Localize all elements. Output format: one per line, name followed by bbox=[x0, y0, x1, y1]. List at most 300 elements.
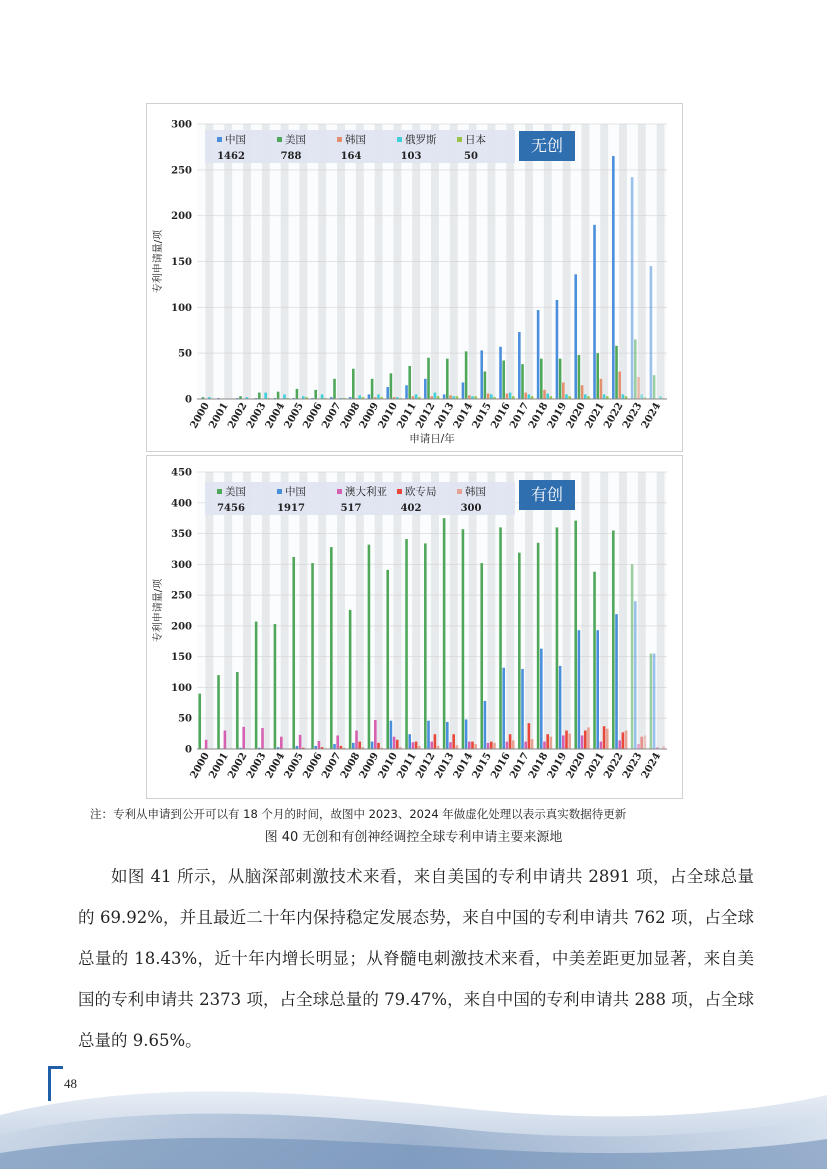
legend-swatch bbox=[397, 489, 402, 494]
legend-label: 美国 bbox=[225, 486, 246, 498]
bar-俄罗斯-2015 bbox=[490, 394, 493, 399]
bar-中国-2014 bbox=[465, 719, 468, 749]
year-background-band bbox=[657, 124, 665, 399]
bar-俄罗斯-2017 bbox=[528, 394, 531, 399]
x-tick-label: 2019 bbox=[545, 751, 570, 781]
bar-澳大利亚-2004 bbox=[280, 737, 283, 749]
y-tick-label: 200 bbox=[171, 211, 192, 223]
bar-美国-2024 bbox=[653, 375, 656, 399]
bar-中国-2007 bbox=[333, 744, 336, 749]
bar-欧专局-2008 bbox=[358, 742, 361, 749]
chart-noninvasive-svg bbox=[147, 104, 682, 451]
body-paragraph: 如图 41 所示，从脑深部刺激技术来看，来自美国的专利申请共 2891 项，占全球总量的 69.92%，并且最近二十年内保持稳定发展态势，来自中国的专利申请共 762 项，占全球总量的 18.43%，近十年内增长明显；从脊髓电刺激技术来看，中美差距更加显著，来自美国的专利申请共 2373 项，占全球总量的 79.47%，来自中国的专利申请共 288 项，占全球总量的 9.65%。 bbox=[78, 867, 754, 1050]
bar-中国-2013 bbox=[443, 394, 446, 399]
x-tick-label: 2014 bbox=[451, 751, 476, 781]
bar-中国-2009 bbox=[371, 742, 374, 749]
bar-澳大利亚-2017 bbox=[524, 742, 527, 749]
bar-美国-2014 bbox=[465, 351, 468, 399]
bar-中国-2023 bbox=[634, 601, 637, 749]
bar-澳大利亚-2003 bbox=[261, 728, 264, 749]
bar-中国-2011 bbox=[408, 734, 411, 749]
year-background-band bbox=[563, 124, 571, 399]
y-tick-label: 200 bbox=[171, 621, 192, 633]
chart-invasive-svg bbox=[147, 456, 682, 798]
legend-total: 300 bbox=[460, 503, 482, 514]
bar-美国-2015 bbox=[484, 372, 487, 400]
bar-俄罗斯-2012 bbox=[434, 393, 437, 399]
year-background-band bbox=[600, 124, 608, 399]
x-tick-label: 2000 bbox=[188, 401, 212, 431]
bar-中国-2018 bbox=[537, 310, 540, 399]
bar-中国-2016 bbox=[502, 668, 505, 749]
legend-swatch bbox=[337, 137, 342, 142]
x-tick-label: 2008 bbox=[338, 751, 363, 781]
year-background-band bbox=[281, 124, 289, 399]
x-tick-label: 2024 bbox=[639, 751, 664, 781]
year-background-band bbox=[581, 472, 589, 749]
bar-欧专局-2010 bbox=[396, 740, 399, 749]
x-tick-label: 2022 bbox=[602, 401, 626, 431]
x-tick-label: 2009 bbox=[357, 401, 382, 431]
x-tick-label: 2011 bbox=[395, 751, 419, 781]
y-tick-label: 50 bbox=[178, 348, 192, 360]
x-tick-label: 2014 bbox=[451, 401, 476, 431]
x-tick-label: 2003 bbox=[244, 751, 269, 781]
year-background-band bbox=[619, 124, 627, 399]
bar-欧专局-2022 bbox=[622, 732, 625, 749]
y-tick-label: 350 bbox=[171, 529, 192, 541]
legend-swatch bbox=[337, 489, 342, 494]
bar-美国-2007 bbox=[330, 547, 333, 749]
bar-中国-2009 bbox=[368, 394, 371, 399]
x-tick-label: 2008 bbox=[338, 401, 363, 431]
bar-美国-2011 bbox=[405, 539, 408, 749]
x-tick-label: 2018 bbox=[526, 751, 551, 781]
legend-total: 517 bbox=[340, 503, 362, 514]
bar-澳大利亚-2022 bbox=[618, 740, 621, 749]
legend-total: 1917 bbox=[277, 503, 305, 514]
legend-total: 7456 bbox=[217, 503, 245, 514]
year-background-band bbox=[299, 124, 307, 399]
legend-label: 日本 bbox=[465, 134, 486, 146]
bar-澳大利亚-2008 bbox=[355, 731, 358, 749]
bar-俄罗斯-2004 bbox=[283, 394, 286, 399]
x-tick-label: 2016 bbox=[489, 751, 513, 781]
bar-中国-2012 bbox=[427, 721, 430, 749]
y-axis-label: 专利申请量/项 bbox=[153, 229, 164, 294]
bar-中国-2022 bbox=[612, 156, 615, 399]
bar-美国-2022 bbox=[615, 346, 618, 399]
bar-韩国-2019 bbox=[568, 734, 571, 749]
chart-badge-label: 有创 bbox=[530, 485, 564, 504]
bar-美国-2004 bbox=[274, 624, 277, 749]
bar-美国-2020 bbox=[578, 355, 581, 399]
bar-澳大利亚-2011 bbox=[412, 742, 415, 749]
bar-中国-2010 bbox=[386, 387, 389, 399]
bar-韩国-2020 bbox=[587, 727, 590, 749]
legend-total: 103 bbox=[400, 151, 422, 162]
bar-中国-2020 bbox=[574, 274, 577, 399]
bar-美国-2017 bbox=[521, 364, 524, 399]
legend-total: 50 bbox=[464, 151, 478, 162]
bar-中国-2020 bbox=[578, 630, 581, 749]
x-tick-label: 2007 bbox=[320, 401, 344, 431]
year-background-band bbox=[544, 472, 552, 749]
x-tick-label: 2005 bbox=[282, 751, 306, 781]
chart-invasive bbox=[146, 455, 683, 799]
year-background-band bbox=[506, 124, 514, 399]
bar-欧专局-2019 bbox=[565, 731, 568, 749]
bar-中国-2015 bbox=[480, 350, 483, 399]
bar-美国-2013 bbox=[443, 518, 446, 749]
bar-欧专局-2013 bbox=[452, 734, 455, 749]
bar-美国-2004 bbox=[277, 392, 280, 399]
legend-total: 1462 bbox=[217, 151, 245, 162]
bar-美国-2013 bbox=[446, 359, 449, 399]
bar-中国-2015 bbox=[484, 701, 487, 749]
legend-label: 俄罗斯 bbox=[405, 134, 437, 146]
bar-美国-2018 bbox=[540, 359, 543, 399]
bar-澳大利亚-2019 bbox=[562, 735, 565, 749]
y-tick-label: 0 bbox=[185, 394, 192, 406]
bar-欧专局-2023 bbox=[640, 737, 643, 749]
legend-swatch bbox=[217, 137, 222, 142]
bar-韩国-2021 bbox=[600, 379, 603, 399]
x-tick-label: 2006 bbox=[301, 401, 325, 431]
bar-俄罗斯-2022 bbox=[622, 394, 625, 399]
x-tick-label: 2007 bbox=[320, 751, 344, 781]
bar-美国-2007 bbox=[333, 379, 336, 399]
bar-韩国-2016 bbox=[512, 740, 515, 749]
bar-韩国-2020 bbox=[581, 385, 584, 399]
bar-美国-2001 bbox=[217, 675, 220, 749]
bar-美国-2019 bbox=[559, 359, 562, 399]
x-tick-label: 2016 bbox=[489, 401, 513, 431]
bar-韩国-2021 bbox=[606, 729, 609, 749]
legend-label: 美国 bbox=[285, 134, 306, 146]
figure-note: 注：专利从申请到公开可以有 18 个月的时间，故图中 2023、2024 年做虚化处理以表示真实数据待更新 bbox=[90, 807, 627, 821]
bar-韩国-2015 bbox=[493, 743, 496, 749]
bar-俄罗斯-2021 bbox=[603, 394, 606, 399]
x-tick-label: 2012 bbox=[414, 401, 438, 431]
legend-swatch bbox=[457, 489, 462, 494]
year-background-band bbox=[262, 124, 270, 399]
bar-澳大利亚-2016 bbox=[506, 742, 509, 749]
legend-label: 欧专局 bbox=[405, 486, 437, 498]
x-tick-label: 2000 bbox=[188, 751, 212, 781]
year-background-band bbox=[487, 124, 495, 399]
bar-澳大利亚-2018 bbox=[543, 742, 546, 749]
x-tick-label: 2019 bbox=[545, 401, 570, 431]
legend-label: 澳大利亚 bbox=[345, 486, 387, 498]
bar-欧专局-2016 bbox=[509, 734, 512, 749]
bar-中国-2012 bbox=[424, 379, 427, 399]
bar-美国-2002 bbox=[236, 672, 239, 749]
bar-美国-2018 bbox=[537, 543, 540, 749]
bar-中国-2013 bbox=[446, 722, 449, 749]
bar-中国-2014 bbox=[462, 383, 465, 400]
year-background-band bbox=[356, 124, 364, 399]
bar-中国-2016 bbox=[499, 347, 502, 399]
bar-美国-2020 bbox=[574, 521, 577, 749]
bar-美国-2005 bbox=[296, 389, 299, 399]
bar-美国-2008 bbox=[352, 369, 355, 399]
x-tick-label: 2015 bbox=[470, 751, 494, 781]
bar-欧专局-2018 bbox=[546, 734, 549, 749]
x-tick-label: 2001 bbox=[207, 401, 231, 431]
page-corner-mark bbox=[48, 1066, 63, 1101]
x-tick-label: 2012 bbox=[414, 751, 438, 781]
legend-total: 402 bbox=[400, 503, 422, 514]
bar-韩国-2023 bbox=[644, 735, 647, 749]
bar-俄罗斯-2020 bbox=[584, 394, 587, 399]
x-tick-label: 2013 bbox=[432, 401, 457, 431]
bar-欧专局-2011 bbox=[415, 742, 418, 749]
bar-中国-2024 bbox=[653, 654, 656, 749]
chart-noninvasive bbox=[146, 103, 683, 452]
year-background-band bbox=[243, 124, 251, 399]
bar-俄罗斯-2008 bbox=[358, 395, 361, 399]
year-background-band bbox=[375, 124, 383, 399]
bar-美国-2009 bbox=[368, 545, 371, 749]
x-tick-label: 2021 bbox=[583, 751, 607, 781]
legend-label: 韩国 bbox=[345, 134, 366, 146]
bar-中国-2008 bbox=[352, 743, 355, 749]
year-background-band bbox=[469, 124, 477, 399]
bar-澳大利亚-2010 bbox=[393, 737, 396, 749]
page-number: 48 bbox=[64, 1076, 77, 1091]
bar-澳大利亚-2020 bbox=[581, 735, 584, 749]
bar-美国-2017 bbox=[518, 553, 521, 749]
bar-韩国-2018 bbox=[550, 737, 553, 749]
bar-澳大利亚-2023 bbox=[637, 744, 640, 749]
x-tick-label: 2009 bbox=[357, 751, 382, 781]
y-tick-label: 300 bbox=[171, 119, 192, 131]
bar-澳大利亚-2006 bbox=[318, 741, 321, 749]
bar-韩国-2014 bbox=[474, 744, 477, 749]
bar-韩国-2013 bbox=[456, 745, 459, 749]
bar-俄罗斯-2023 bbox=[640, 394, 643, 399]
year-background-band bbox=[337, 124, 345, 399]
bar-中国-2024 bbox=[650, 266, 653, 399]
bar-美国-2012 bbox=[424, 543, 427, 749]
year-background-band bbox=[450, 124, 458, 399]
bar-澳大利亚-2014 bbox=[468, 742, 471, 749]
bar-美国-2012 bbox=[427, 358, 430, 399]
y-tick-label: 0 bbox=[185, 744, 192, 756]
bar-中国-2017 bbox=[521, 669, 524, 749]
bar-韩国-2022 bbox=[618, 372, 621, 400]
bar-韩国-2015 bbox=[487, 394, 490, 400]
bar-澳大利亚-2007 bbox=[336, 735, 339, 749]
bar-韩国-2016 bbox=[506, 394, 509, 400]
bar-澳大利亚-2021 bbox=[600, 742, 603, 749]
bar-中国-2019 bbox=[556, 300, 559, 399]
bar-美国-2003 bbox=[258, 393, 261, 399]
bar-美国-2008 bbox=[349, 610, 352, 749]
bar-欧专局-2021 bbox=[603, 726, 606, 749]
year-background-band bbox=[619, 472, 627, 749]
bar-美国-2005 bbox=[292, 557, 295, 749]
body-text bbox=[78, 856, 754, 1061]
y-tick-label: 150 bbox=[171, 652, 192, 664]
bar-美国-2000 bbox=[198, 694, 201, 749]
bar-澳大利亚-2005 bbox=[299, 735, 302, 749]
legend-swatch bbox=[397, 137, 402, 142]
footer-wave-decoration bbox=[0, 1055, 827, 1169]
year-background-band bbox=[657, 472, 665, 749]
bar-美国-2019 bbox=[556, 527, 559, 749]
bar-中国-2023 bbox=[631, 177, 634, 399]
year-background-band bbox=[544, 124, 552, 399]
bar-澳大利亚-2013 bbox=[449, 742, 452, 749]
x-tick-label: 2017 bbox=[508, 751, 532, 781]
bar-韩国-2013 bbox=[449, 395, 452, 399]
y-tick-label: 50 bbox=[178, 713, 192, 725]
bar-中国-2018 bbox=[540, 649, 543, 749]
bar-美国-2010 bbox=[386, 570, 389, 749]
legend-total: 788 bbox=[280, 151, 302, 162]
bar-欧专局-2009 bbox=[377, 743, 380, 749]
y-tick-label: 100 bbox=[171, 682, 192, 694]
bar-欧专局-2012 bbox=[434, 734, 437, 749]
year-background-band bbox=[638, 124, 646, 399]
x-axis-label: 申请日/年 bbox=[409, 433, 455, 445]
x-tick-label: 2018 bbox=[526, 401, 551, 431]
legend-label: 中国 bbox=[225, 134, 246, 146]
bar-美国-2024 bbox=[650, 654, 653, 749]
bar-美国-2014 bbox=[462, 529, 465, 749]
bar-韩国-2022 bbox=[625, 731, 628, 749]
x-tick-label: 2015 bbox=[470, 401, 494, 431]
bar-韩国-2018 bbox=[543, 390, 546, 399]
year-background-band bbox=[318, 124, 326, 399]
x-tick-label: 2006 bbox=[301, 751, 325, 781]
x-tick-label: 2010 bbox=[376, 401, 400, 431]
bar-美国-2022 bbox=[612, 530, 615, 749]
y-tick-label: 400 bbox=[171, 498, 192, 510]
bar-韩国-2019 bbox=[562, 383, 565, 400]
bar-韩国-2014 bbox=[468, 395, 471, 399]
bar-俄罗斯-2003 bbox=[264, 393, 267, 399]
chart-badge-label: 无创 bbox=[530, 136, 564, 155]
y-axis-label: 专利申请量/项 bbox=[153, 578, 164, 643]
bar-中国-2021 bbox=[593, 225, 596, 399]
x-tick-label: 2004 bbox=[263, 751, 288, 781]
bar-俄罗斯-2016 bbox=[509, 393, 512, 399]
x-tick-label: 2004 bbox=[263, 401, 288, 431]
bar-美国-2011 bbox=[408, 366, 411, 399]
x-tick-label: 2017 bbox=[508, 401, 532, 431]
bar-美国-2006 bbox=[314, 390, 317, 399]
bar-澳大利亚-2015 bbox=[487, 743, 490, 749]
bar-中国-2011 bbox=[405, 385, 408, 399]
bar-美国-2016 bbox=[502, 361, 505, 400]
bar-欧专局-2014 bbox=[471, 742, 474, 749]
year-background-band bbox=[563, 472, 571, 749]
legend-label: 中国 bbox=[285, 486, 306, 498]
bar-中国-2017 bbox=[518, 332, 521, 399]
x-tick-label: 2001 bbox=[207, 751, 231, 781]
bar-澳大利亚-2001 bbox=[224, 731, 227, 749]
year-background-band bbox=[638, 472, 646, 749]
year-background-band bbox=[600, 472, 608, 749]
x-tick-label: 2013 bbox=[432, 751, 457, 781]
bar-韩国-2017 bbox=[531, 739, 534, 749]
x-tick-label: 2010 bbox=[376, 751, 400, 781]
x-tick-label: 2023 bbox=[620, 401, 645, 431]
legend-label: 韩国 bbox=[465, 486, 486, 498]
bar-澳大利亚-2009 bbox=[374, 720, 377, 749]
x-tick-label: 2020 bbox=[564, 401, 588, 431]
x-tick-label: 2023 bbox=[620, 751, 645, 781]
y-tick-label: 250 bbox=[171, 590, 192, 602]
x-tick-label: 2003 bbox=[244, 401, 269, 431]
bar-美国-2021 bbox=[596, 353, 599, 399]
bar-俄罗斯-2006 bbox=[321, 394, 324, 399]
bar-俄罗斯-2009 bbox=[377, 394, 380, 399]
y-tick-label: 450 bbox=[171, 467, 192, 479]
bar-美国-2021 bbox=[593, 572, 596, 749]
bar-澳大利亚-2012 bbox=[430, 742, 433, 749]
bar-韩国-2017 bbox=[524, 393, 527, 399]
x-tick-label: 2020 bbox=[564, 751, 588, 781]
bar-美国-2015 bbox=[480, 563, 483, 749]
bar-美国-2023 bbox=[631, 564, 634, 749]
bar-欧专局-2015 bbox=[490, 742, 493, 749]
y-tick-label: 300 bbox=[171, 559, 192, 571]
x-tick-label: 2022 bbox=[602, 751, 626, 781]
legend-swatch bbox=[217, 489, 222, 494]
bar-澳大利亚-2000 bbox=[205, 740, 208, 749]
bar-澳大利亚-2002 bbox=[242, 727, 245, 749]
year-background-band bbox=[224, 124, 232, 399]
year-background-band bbox=[431, 124, 439, 399]
y-tick-label: 250 bbox=[171, 165, 192, 177]
year-background-band bbox=[205, 124, 213, 399]
bar-俄罗斯-2011 bbox=[415, 394, 418, 399]
year-background-band bbox=[393, 124, 401, 399]
y-tick-label: 150 bbox=[171, 257, 192, 268]
bar-中国-2010 bbox=[390, 721, 393, 749]
x-tick-label: 2021 bbox=[583, 401, 607, 431]
bar-美国-2016 bbox=[499, 527, 502, 749]
bar-欧专局-2017 bbox=[528, 723, 531, 749]
y-tick-label: 100 bbox=[171, 302, 192, 314]
x-tick-label: 2005 bbox=[282, 401, 306, 431]
bar-中国-2019 bbox=[559, 666, 562, 749]
x-tick-label: 2011 bbox=[395, 401, 419, 431]
year-background-band bbox=[581, 124, 589, 399]
year-background-band bbox=[412, 124, 420, 399]
x-tick-label: 2024 bbox=[639, 401, 664, 431]
bar-美国-2006 bbox=[311, 563, 314, 749]
bar-俄罗斯-2018 bbox=[546, 394, 549, 400]
bar-俄罗斯-2019 bbox=[565, 394, 568, 399]
bar-美国-2003 bbox=[255, 622, 258, 749]
legend-swatch bbox=[277, 137, 282, 142]
figure-caption: 图 40 无创和有创神经调控全球专利申请主要来源地 bbox=[264, 830, 563, 845]
bar-韩国-2023 bbox=[637, 377, 640, 399]
year-background-band bbox=[525, 124, 533, 399]
bar-美国-2023 bbox=[634, 339, 637, 399]
legend-total: 164 bbox=[340, 151, 362, 162]
bar-中国-2022 bbox=[615, 614, 618, 749]
bar-美国-2010 bbox=[390, 373, 393, 399]
year-background-band bbox=[525, 472, 533, 749]
legend-swatch bbox=[457, 137, 462, 142]
bar-美国-2009 bbox=[371, 379, 374, 399]
